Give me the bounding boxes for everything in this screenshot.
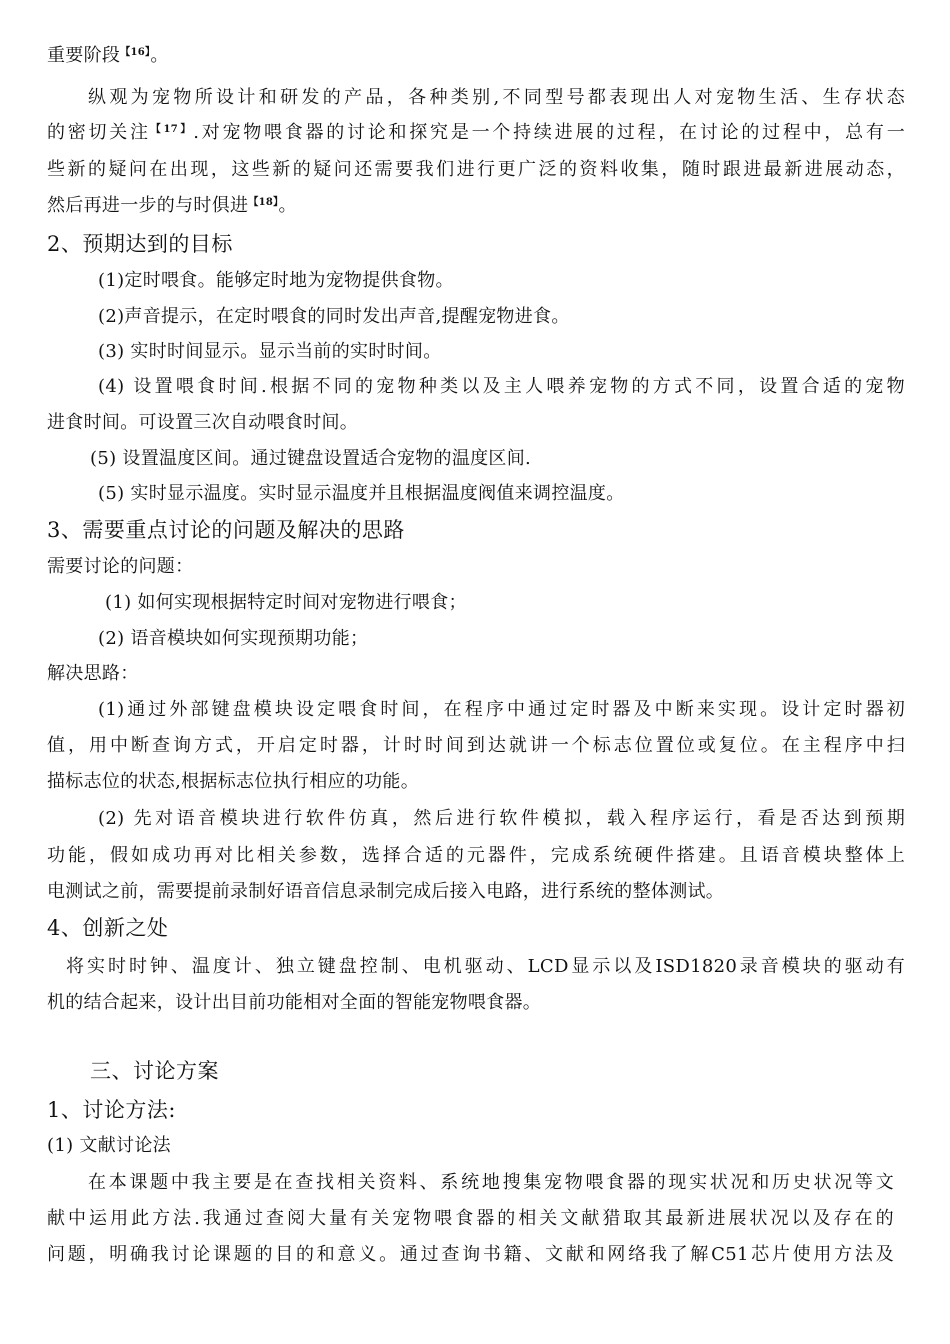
- citation-ref: 【18】: [248, 197, 279, 208]
- list-item: (1) 如何实现根据特定时间对宠物进行喂食；: [105, 592, 467, 613]
- list-item: (5) 实时显示温度。实时显示温度并且根据温度阀值来调控温度。: [98, 483, 625, 504]
- paragraph-line: 电测试之前，需要提前录制好语音信息录制完成后接入电路，进行系统的整体测试。: [47, 881, 725, 902]
- list-item: (1)定时喂食。能够定时地为宠物提供食物。: [98, 270, 454, 291]
- paragraph-line: 功能，假如成功再对比相关参数，选择合适的元器件，完成系统硬件搭建。且语音模块整体上: [47, 845, 905, 866]
- paragraph-line: 纵观为宠物所设计和研发的产品，各种类别,不同型号都表现出人对宠物生活、生存状态: [88, 87, 905, 108]
- paragraph-line: 描标志位的状态,根据标志位执行相应的功能。: [47, 771, 420, 792]
- section-heading: 4、创新之处: [47, 916, 169, 940]
- list-item: (4) 设置喂食时间.根据不同的宠物种类以及主人喂养宠物的方式不同，设置合适的宠物: [98, 376, 905, 397]
- paragraph-line: (1)通过外部键盘模块设定喂食时间，在程序中通过定时器及中断来实现。设计定时器初: [98, 699, 905, 720]
- citation-ref: 【17】: [150, 124, 194, 135]
- paragraph-line: (2) 先对语音模块进行软件仿真，然后进行软件模拟，载入程序运行，看是否达到预期: [98, 808, 905, 829]
- list-item: (3) 实时时间显示。显示当前的实时时间。: [98, 341, 442, 362]
- paragraph-line: 机的结合起来，设计出目前功能相对全面的智能宠物喂食器。: [47, 992, 542, 1013]
- section-heading: 1、讨论方法:: [47, 1098, 176, 1122]
- paragraph-line: 问题，明确我讨论课题的目的和意义。通过查询书籍、文献和网络我了解C51芯片使用方法及: [47, 1244, 894, 1265]
- paragraph-line: 些新的疑问在出现，这些新的疑问还需要我们进行更广泛的资料收集，随时跟进最新进展动态，: [47, 159, 905, 180]
- chapter-heading: 三、讨论方案: [90, 1059, 219, 1083]
- citation-ref: 【16】: [120, 47, 151, 58]
- sub-heading: 需要讨论的问题：: [47, 556, 194, 577]
- list-item-continued: 进食时间。可设置三次自动喂食时间。: [47, 412, 359, 433]
- paragraph-line: 的密切关注$^{【17】}$.对宠物喂食器的讨论和探究是一个持续进展的过程，在讨论的过程中，总有一: [47, 122, 905, 143]
- section-heading: 2、预期达到的目标: [47, 232, 233, 256]
- paragraph-line: 然后再进一步的与时俱进$^{【18】}$。: [47, 195, 297, 216]
- paragraph-line: 在本课题中我主要是在查找相关资料、系统地搜集宠物喂食器的现实状况和历史状况等文: [88, 1172, 894, 1193]
- paragraph-line: 值，用中断查询方式，开启定时器，计时时间到达就讲一个标志位置位或复位。在主程序中扫: [47, 735, 905, 756]
- list-item: (5) 设置温度区间。通过键盘设置适合宠物的温度区间.: [90, 448, 532, 469]
- sub-heading: (1) 文献讨论法: [47, 1135, 171, 1156]
- list-item: (2) 语音模块如何实现预期功能；: [98, 628, 369, 649]
- paragraph-line: 重要阶段$^{【16】}$。: [47, 45, 169, 66]
- list-item: (2)声音提示，在定时喂食的同时发出声音,提醒宠物进食。: [98, 306, 570, 327]
- sub-heading: 解决思路：: [47, 663, 139, 684]
- paragraph-line: 献中运用此方法.我通过查阅大量有关宠物喂食器的相关文献猎取其最新进展状况以及存在的: [47, 1208, 894, 1229]
- section-heading: 3、需要重点讨论的问题及解决的思路: [47, 518, 405, 542]
- paragraph-line: 将实时时钟、温度计、独立键盘控制、电机驱动、LCD显示以及ISD1820录音模块的驱动有: [66, 956, 905, 977]
